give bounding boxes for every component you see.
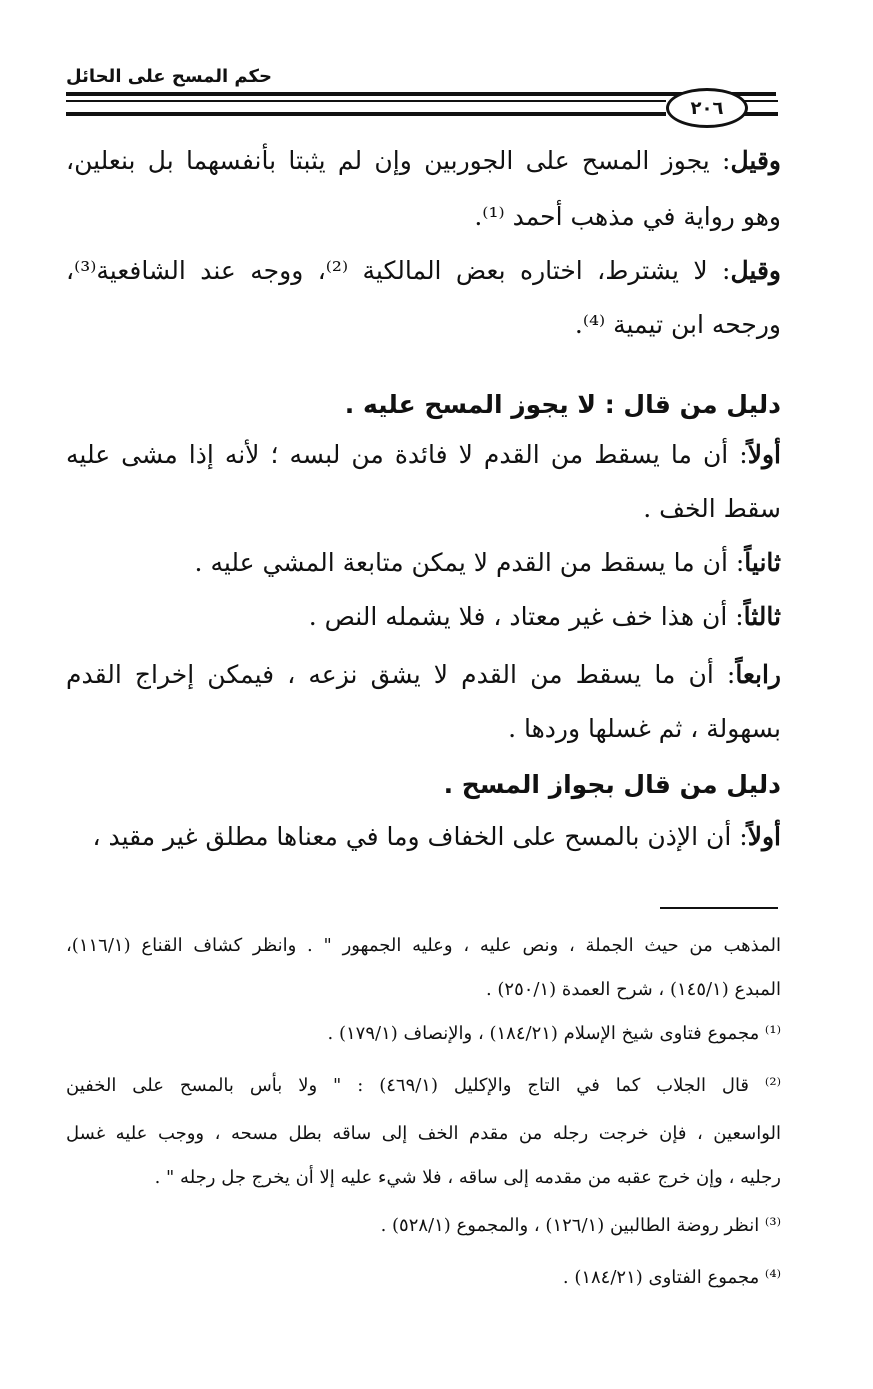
argument-2: [195, 548, 781, 578]
counter-argument-1: [92, 822, 781, 852]
header-rule-top: [66, 92, 776, 96]
footnote-2-line-3: رجليه ، وإن خرج عقبه من مقدمه إلى ساقه ، فلا شيء عليه إلا أن يخرج جل رجله " .: [154, 1167, 781, 1188]
footnote-2-line-1: ⁽²⁾ قال الجلاب كما في التاج والإكليل (٤٦٩/١) : " ولا بأس بالمسح على الخفين: [66, 1075, 781, 1096]
footnote-2-line-2: الواسعين ، فإن خرجت رجله من مقدم الخف إلى ساقه بطل مسحه ، ووجب عليه غسل: [66, 1123, 781, 1144]
argument-1-line-1: [66, 440, 781, 470]
footnote-continuation-line-2: المبدع (١٤٥/١) ، شرح العمدة (٢٥٠/١) .: [485, 979, 781, 1000]
paragraph-text: : لا يشترط، اختاره بعض المالكية ⁽²⁾، ووجه عند الشافعية⁽³⁾،: [66, 256, 731, 285]
header-rule-right-top: [742, 100, 778, 102]
footnote-continuation-line-1: المذهب من حيث الجملة ، ونص عليه ، وعليه الجمهور " . وانظر كشاف القناع (١١٦/١)،: [66, 935, 781, 956]
argument-4-line-2: بسهولة ، ثم غسلها وردها .: [508, 714, 781, 743]
argument-4-line-1: [66, 660, 781, 690]
paragraph-2-line-1: [66, 256, 781, 286]
argument-3: [309, 602, 781, 632]
paragraph-text: : يجوز المسح على الجوربين وإن لم يثبتا بأنفسهما بل بنعلين،: [66, 146, 731, 175]
header-rule-middle: [66, 100, 666, 102]
paragraph-1-line-2: وهو رواية في مذهب أحمد ⁽¹⁾.: [474, 202, 781, 231]
argument-label: أولاً: [747, 822, 781, 851]
footnote-1: ⁽¹⁾ مجموع فتاوى شيخ الإسلام (١٨٤/٢١) ، والإنصاف (١٧٩/١) .: [327, 1023, 781, 1044]
paragraph-label: وقيل: [730, 146, 781, 175]
argument-1-line-2: سقط الخف .: [643, 494, 781, 523]
argument-label: ثانياً: [744, 548, 781, 577]
argument-text: : أن ما يسقط من القدم لا يمكن متابعة المشي عليه .: [194, 548, 745, 577]
header-rule-bottom: [66, 112, 666, 116]
section-heading-2: دليل من قال بجواز المسح .: [443, 770, 781, 799]
paragraph-1-line-1: [66, 146, 781, 176]
argument-text: : أن الإذن بالمسح على الخفاف وما في معناها مطلق غير مقيد ،: [92, 822, 748, 851]
argument-text: : أن هذا خف غير معتاد ، فلا يشمله النص .: [308, 602, 744, 631]
argument-text: : أن ما يسقط من القدم لا فائدة من لبسه ؛ لأنه إذا مشى عليه: [66, 440, 748, 469]
footnote-3: ⁽³⁾ انظر روضة الطالبين (١٢٦/١) ، والمجموع (٥٢٨/١) .: [380, 1215, 781, 1236]
header-rule-right-bottom: [742, 112, 778, 116]
section-heading-1: دليل من قال : لا يجوز المسح عليه .: [344, 390, 781, 419]
paragraph-label: وقيل: [730, 256, 781, 285]
page-number-text: ٢٠٦: [690, 97, 724, 119]
running-title: حكم المسح على الحائل: [66, 66, 272, 87]
argument-label: رابعاً: [735, 660, 781, 689]
argument-label: ثالثاً: [743, 602, 781, 631]
footnote-separator: [660, 907, 778, 909]
paragraph-2-line-2: ورجحه ابن تيمية ⁽⁴⁾.: [574, 310, 781, 339]
page-number: [666, 88, 748, 128]
footnote-4: ⁽⁴⁾ مجموع الفتاوى (١٨٤/٢١) .: [562, 1267, 781, 1288]
argument-label: أولاً: [747, 440, 781, 469]
argument-text: : أن ما يسقط من القدم لا يشق نزعه ، فيمكن إخراج القدم: [66, 660, 736, 689]
